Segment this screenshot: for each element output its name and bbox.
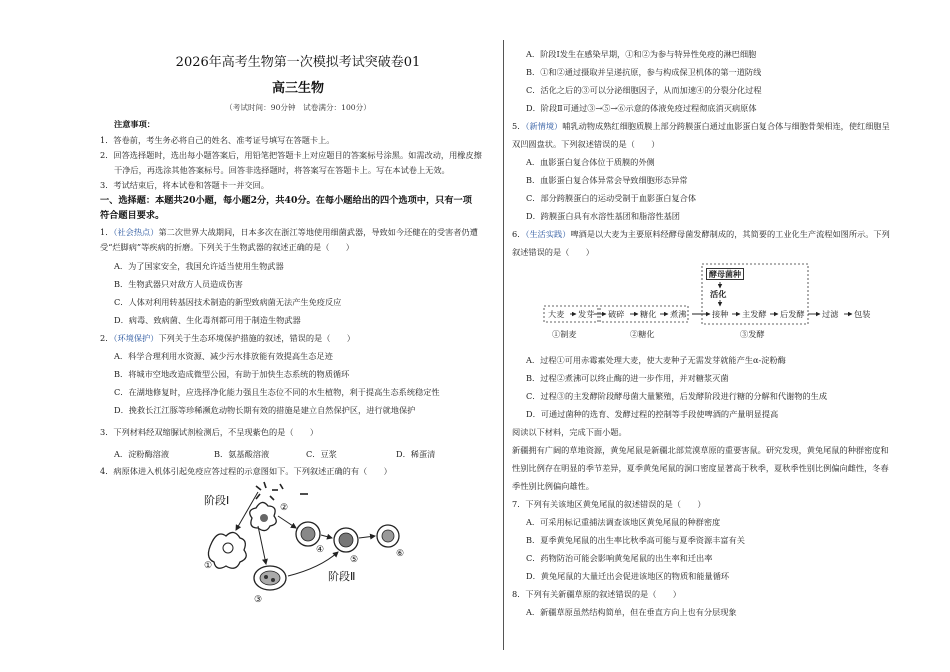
option: C．药物防治可能会影响黄兔尾鼠的出生率和迁出率 xyxy=(526,553,713,563)
question-tag: （生活实践） xyxy=(525,229,571,239)
question-stem: 啤酒是以大麦为主要原料经酵母菌发酵制成的，其简要的工业化生产流程如图所示。下列 xyxy=(570,229,890,239)
question-3: 3．下列材料经双缩脲试剂检测后，不呈现紫色的是（ ） xyxy=(100,427,319,437)
reading-lead: 阅读以下材料，完成下面小题。 xyxy=(512,427,627,437)
cell-label-2: ② xyxy=(280,503,289,513)
section-heading-cont: 符合题目要求。 xyxy=(100,210,165,221)
question-4: 4．病原体进入机体引起免疫应答过程的示意图如下。下列叙述正确的有（ ） xyxy=(100,466,392,476)
question-stem-cont: 双凹圆盘状。下列叙述错误的是（ ） xyxy=(512,139,660,149)
flow-step: 主发酵 xyxy=(742,309,767,319)
option: C．在湖地修复时，应选择净化能力强且生态位不同的水生植物，利于提高生态系统稳定性 xyxy=(114,387,440,397)
flow-step: 包装 xyxy=(854,309,871,319)
plasma-cell xyxy=(377,525,399,547)
flow-step: 发芽 xyxy=(578,309,595,319)
flow-step: 大麦 xyxy=(548,309,565,319)
b-cell xyxy=(334,528,358,552)
question-stem: 哺乳动物成熟红细胞质膜上部分跨膜蛋白通过血影蛋白复合体与细胞骨架相连，使红细胞呈 xyxy=(562,121,890,131)
question-number: 2． xyxy=(100,333,114,343)
question-1 xyxy=(100,228,478,236)
question-tag: （新情境） xyxy=(525,121,563,131)
notice-item: 2．回答选择题时，选出每小题答案后，用铅笔把答题卡上对应题目的答案标号涂黑。如需改动，用橡皮擦 xyxy=(100,150,482,160)
notice-item: 干净后，再选涂其他答案标号。回答非选择题时，将答案写在答题卡上。写在本试卷上无效。 xyxy=(114,165,450,175)
question-tag: （环境保护） xyxy=(113,333,159,343)
pathogen-cluster xyxy=(256,482,308,500)
flow-step: 煮沸 xyxy=(670,309,687,319)
section-heading: 一、选择题：本题共20小题，每小题2分，共40分。在每小题给出的四个选项中，只有一项 xyxy=(100,195,472,206)
option: A．淀粉酶溶液 xyxy=(114,449,170,459)
option: B．①和②通过摄取并呈递抗原，参与构成保卫机体的第一道防线 xyxy=(526,67,762,77)
question-5 xyxy=(512,122,890,130)
question-7: 7．下列有关该地区黄兔尾鼠的叙述错误的是（ ） xyxy=(512,499,706,509)
option: D．可通过菌种的选育、发酵过程的控制等手段使啤酒的产量明显提高 xyxy=(526,409,779,419)
reading-text: 性别比例存在明显的季节差异，夏季黄兔尾鼠的洞口密度显著高于秋季，夏秋季性别比例偏向雌性，冬春 xyxy=(512,463,889,473)
option: A．可采用标记重捕法调查该地区黄兔尾鼠的种群密度 xyxy=(526,517,721,527)
dendritic-cell xyxy=(250,502,277,530)
option: C．活化之后的③可以分泌细胞因子，从而加速④的分裂分化过程 xyxy=(526,85,762,95)
notice-item: 1．答卷前，考生务必将自己的姓名、准考证号填写在答题卡上。 xyxy=(100,135,335,145)
question-stem: 第二次世界大战期间，日本多次在浙江等地使用细菌武器，导致如今还健在的受害者仍遭 xyxy=(158,227,478,237)
stage-1-label: 阶段Ⅰ xyxy=(204,494,230,507)
stage-2-label: 阶段Ⅱ xyxy=(328,570,356,583)
option: D．跨膜蛋白具有水溶性基团和脂溶性基团 xyxy=(526,211,680,221)
cell-label-6: ⑥ xyxy=(396,549,405,559)
flow-step: 糖化 xyxy=(640,309,657,319)
option: A．新疆草原虽然结构简单，但在垂直方向上也有分层现象 xyxy=(526,607,737,617)
cell-label-3: ③ xyxy=(254,595,263,605)
option: D．黄兔尾鼠的大量迁出会促进该地区的物质和能量循环 xyxy=(526,571,730,581)
question-number: 5． xyxy=(512,121,526,131)
question-tag: （社会热点） xyxy=(113,227,159,237)
question-6 xyxy=(512,230,890,238)
flow-step: 破碎 xyxy=(608,309,625,319)
cell-label-5: ⑤ xyxy=(350,555,359,565)
option: A．血影蛋白复合体位于质膜的外侧 xyxy=(526,157,655,167)
option: B．夏季黄兔尾鼠的出生率比秋季高可能与夏季资源丰富有关 xyxy=(526,535,745,545)
page-title: 2026年高考生物第一次模拟考试突破卷01 xyxy=(175,55,421,70)
option: B．将城市空地改造成微型公园，有助于加快生态系统的物质循环 xyxy=(114,369,350,379)
option: B．血影蛋白复合体异常会导致细胞形态异常 xyxy=(526,175,688,185)
option: C．部分跨膜蛋白的运动受制于血影蛋白复合体 xyxy=(526,193,697,203)
option: B．生物武器只对敌方人员造成伤害 xyxy=(114,279,243,289)
notice-item: 3．考试结束后，将本试卷和答题卡一并交回。 xyxy=(100,180,269,190)
question-stem: 下列关于生态环境保护措施的叙述，错误的是（ ） xyxy=(158,333,355,343)
flow-step: 接种 xyxy=(712,309,729,319)
page-subtitle: 高三生物 xyxy=(271,81,324,96)
brewing-flowchart xyxy=(540,260,900,344)
question-stem-cont: 受“烂脚病”等疾病的折磨。下列关于生物武器的叙述正确的是（ ） xyxy=(100,242,354,252)
option: A．为了国家安全，我国允许适当使用生物武器 xyxy=(114,261,284,271)
flow-activate: 活化 xyxy=(710,289,727,299)
flow-stage-label: ①制麦 xyxy=(552,329,577,339)
option: B．过程②煮沸可以终止酶的进一步作用，并对糖浆灭菌 xyxy=(526,373,729,383)
question-stem-cont: 叙述错误的是（ ） xyxy=(512,247,594,257)
option: C．过程③的主发酵阶段酵母菌大量繁殖，后发酵阶段进行糖的分解和代谢物的生成 xyxy=(526,391,828,401)
option: A．过程①可用赤霉素处理大麦，使大麦种子无需发芽就能产生α-淀粉酶 xyxy=(526,355,786,365)
option: D．稀蛋清 xyxy=(396,449,436,459)
notice-heading: 注意事项： xyxy=(114,119,155,129)
reading-text: 季性别比例偏向雄性。 xyxy=(512,481,594,491)
phagocyte-nucleus xyxy=(223,543,233,553)
reading-text: 新疆拥有广阔的草地资源，黄兔尾鼠是新疆北部荒漠草原的重要害鼠。研究发现，黄兔尾鼠的种群密度和 xyxy=(512,445,889,455)
option: D．挽救长江江豚等珍稀濒危动物长期有效的措施是建立自然保护区，进行就地保护 xyxy=(114,405,416,415)
exam-meta: （考试时间：90分钟 试卷满分：100分） xyxy=(225,103,371,112)
question-2 xyxy=(100,334,355,342)
option: A．阶段Ⅰ发生在感染早期，①和②为参与特异性免疫的淋巴细胞 xyxy=(526,49,757,59)
helper-t-cell xyxy=(296,522,320,546)
option: B．氨基酸溶液 xyxy=(214,449,270,459)
question-number: 6． xyxy=(512,229,526,239)
flow-yeast-box: 酵母菌种 xyxy=(706,268,744,280)
flow-step: 后发酵 xyxy=(780,309,805,319)
flow-step: 过滤 xyxy=(822,309,839,319)
option: C．豆浆 xyxy=(306,449,337,459)
memory-cell xyxy=(254,566,286,590)
immune-response-diagram xyxy=(200,480,410,610)
option: A．科学合理利用水资源、减少污水排放能有效提高生态足迹 xyxy=(114,351,333,361)
flow-stage-label: ③发酵 xyxy=(740,329,765,339)
cell-label-1: ① xyxy=(204,561,213,571)
column-divider xyxy=(503,40,504,650)
question-8: 8．下列有关新疆草原的叙述错误的是（ ） xyxy=(512,589,681,599)
cell-label-4: ④ xyxy=(316,545,325,555)
question-number: 1． xyxy=(100,227,114,237)
option: D．病毒、致病菌、生化毒剂都可用于制造生物武器 xyxy=(114,315,301,325)
flow-stage-label: ②糖化 xyxy=(630,329,655,339)
option: C．人体对利用转基因技术制造的新型致病菌无法产生免疫反应 xyxy=(114,297,342,307)
option: D．阶段Ⅱ可通过③→⑤→⑥示意的体液免疫过程彻底消灭病原体 xyxy=(526,103,757,113)
